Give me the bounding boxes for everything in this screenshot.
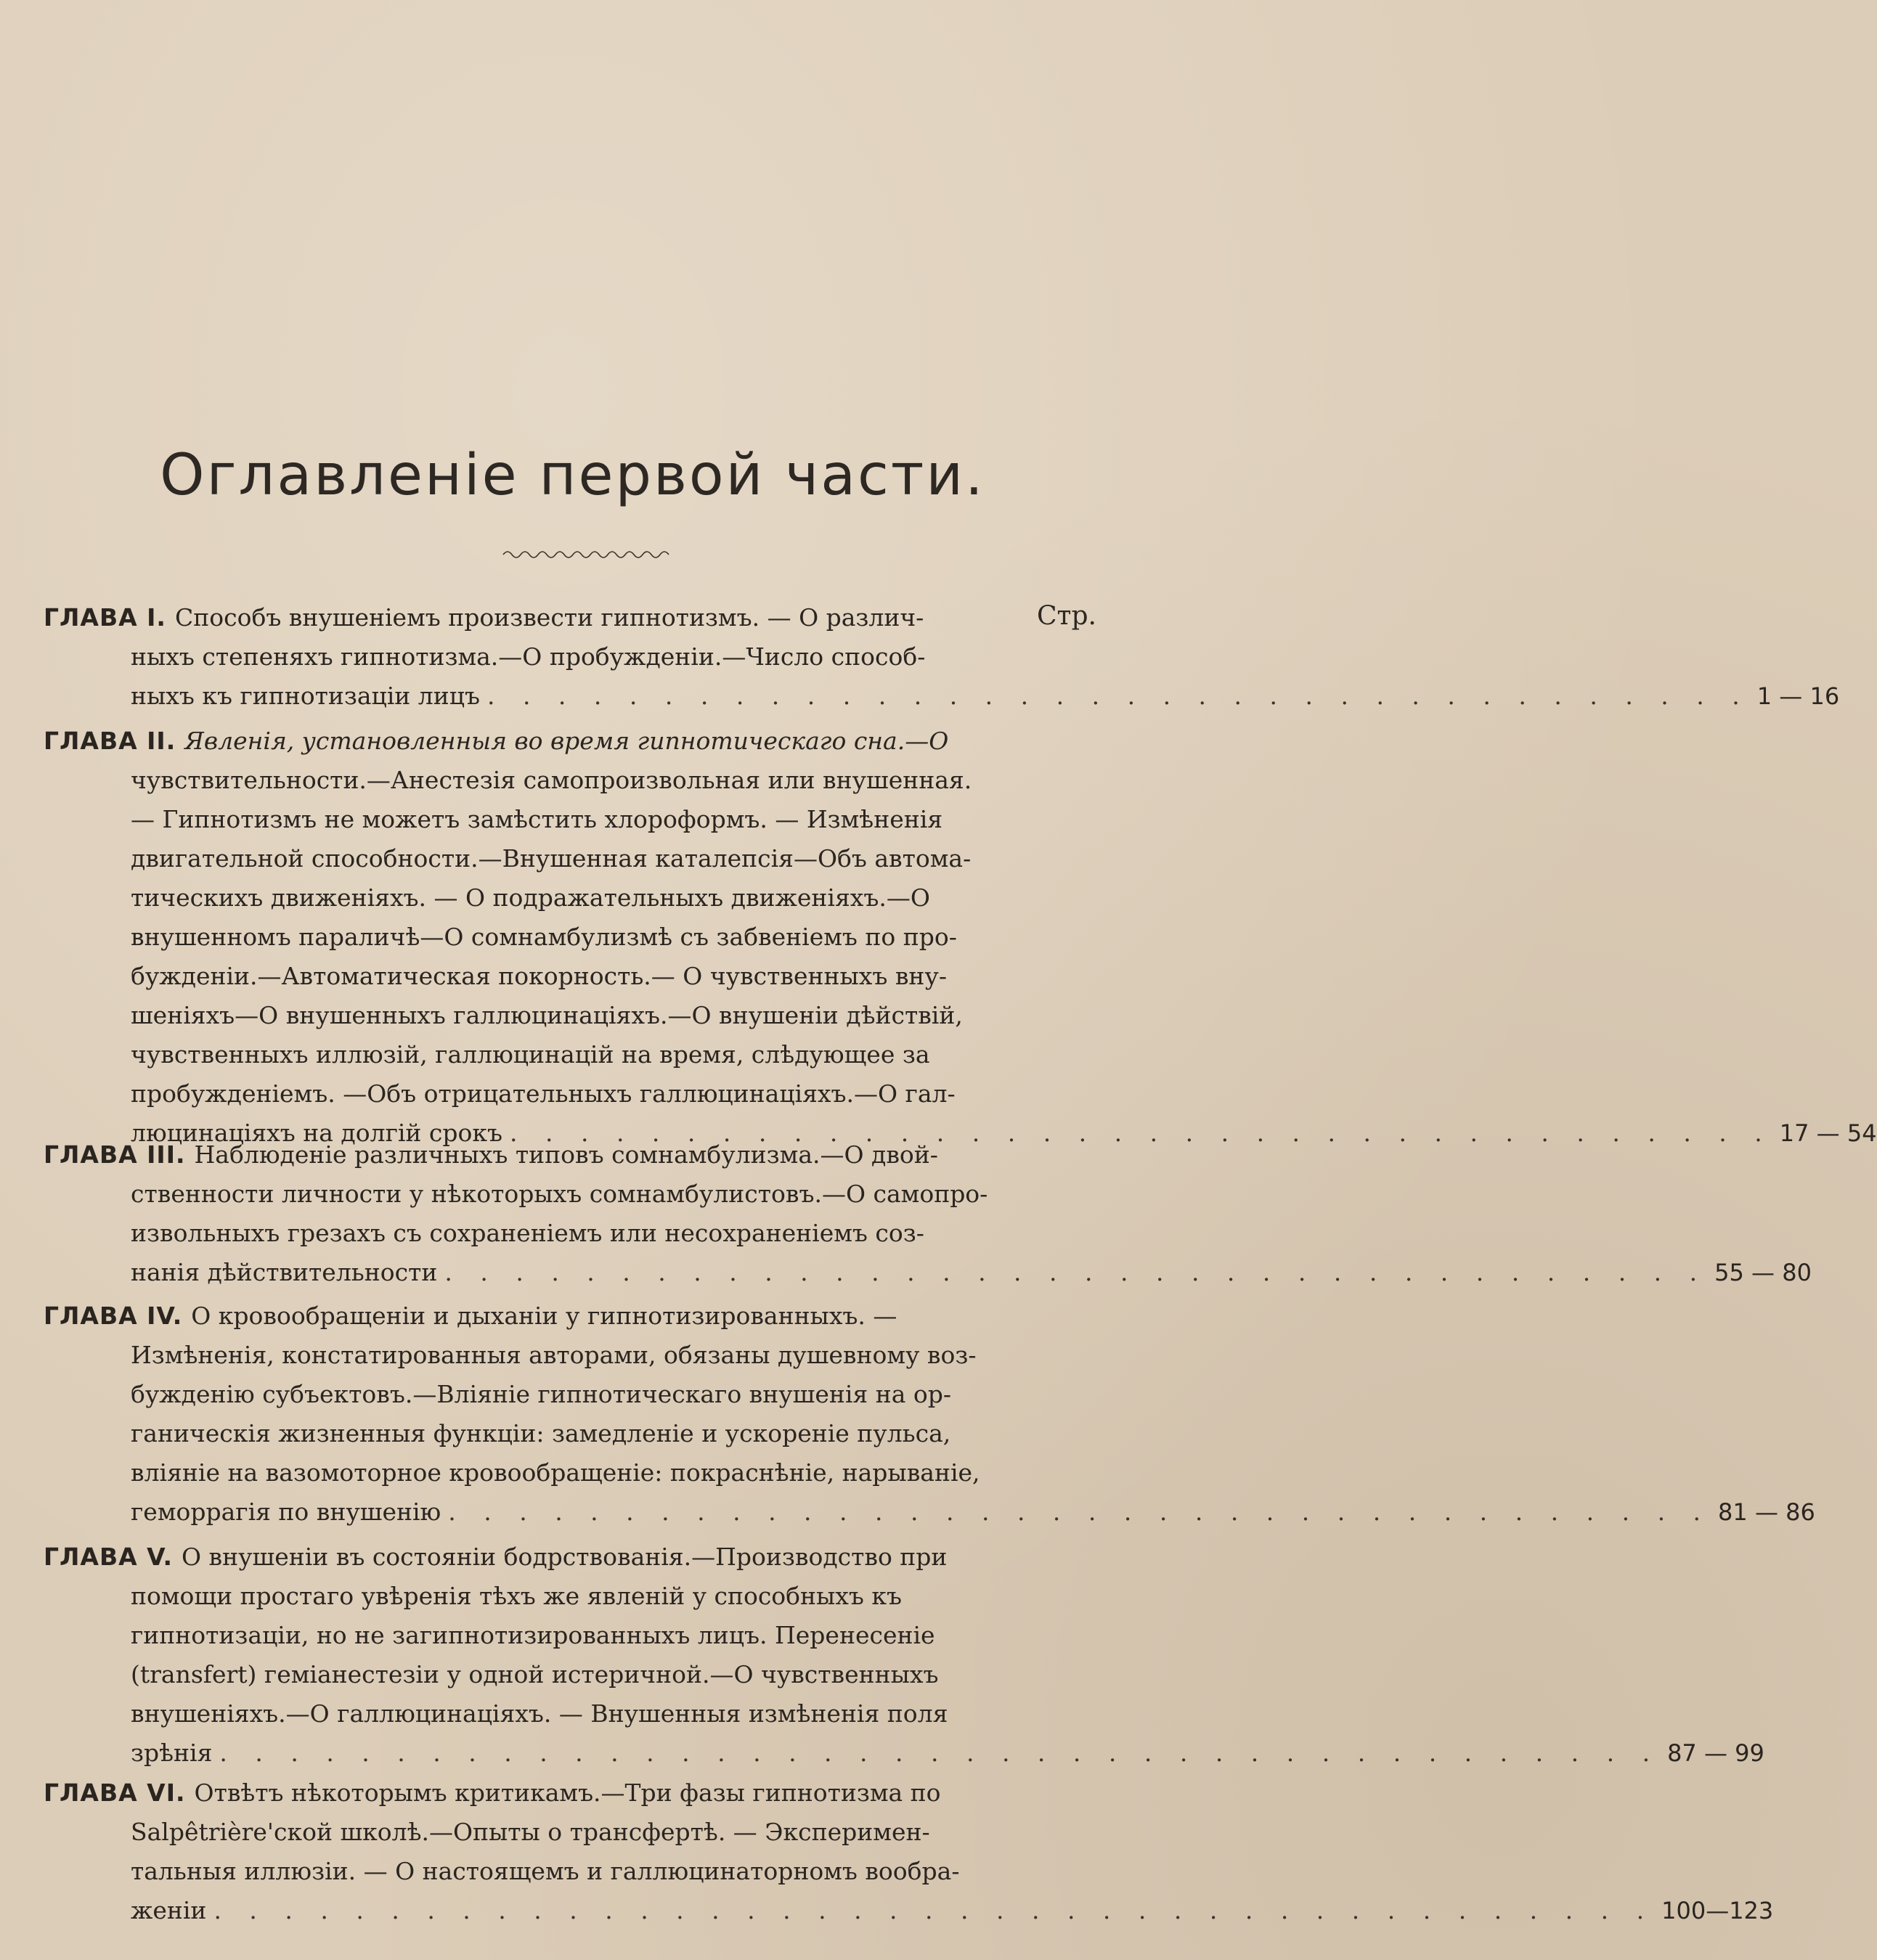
chapter-text: Salpêtrière'ской школѣ.—Опыты о трансфертѣ. — Эксперимен-: [131, 1818, 930, 1846]
chapter-text: гипнотизаціи, но не загипнотизированныхъ лицъ. Перенесеніе: [131, 1621, 935, 1649]
chapter-text: вліяніе на вазомоторное кровообращеніе: покраснѣніе, нарываніе,: [131, 1458, 980, 1487]
chapter-line: [44, 1414, 1104, 1453]
chapter-line: [44, 1214, 1104, 1253]
chapter-line: [44, 761, 1104, 800]
chapter-text: О внушеніи въ состояніи бодрствованія.—Производство при: [181, 1543, 948, 1571]
leader-dots: . . . . . . . . . . . . . . . . . . . . . . . . . . . . . . . . . . . .: [486, 682, 1750, 710]
chapter-text: тическихъ движеніяхъ. — О подражательныхъ движеніяхъ.—О: [131, 883, 930, 912]
chapter-last-line: [44, 1253, 1812, 1292]
chapter-text: нанія дѣйствительности: [131, 1258, 438, 1286]
chapter-line: [44, 1813, 1104, 1852]
page-range: 87 — 99: [1667, 1739, 1764, 1767]
chapter-line: [44, 1655, 1104, 1694]
chapter-text: О кровообращеніи и дыханіи у гипнотизированныхъ. —: [191, 1302, 897, 1330]
chapter-line: [44, 1035, 1104, 1074]
chapter-text: ганическія жизненныя функціи: замедленіе и ускореніе пульса,: [131, 1419, 951, 1447]
chapter-line: [44, 878, 1104, 918]
chapter-text: бужденіи.—Автоматическая покорность.— О чувственныхъ вну-: [131, 962, 947, 990]
page-range: 81 — 86: [1718, 1498, 1815, 1526]
chapter-line: [44, 598, 1104, 637]
chapter-last-line: [44, 677, 1840, 716]
chapter-text: Измѣненія, констатированныя авторами, обязаны душевному воз-: [131, 1341, 977, 1369]
chapter-text: Явленія, установленныя во время гипнотическаго сна.—О: [184, 727, 949, 755]
chapter-line: [44, 1074, 1104, 1114]
chapter-text: двигательной способности.—Внушенная каталепсія—Объ автома-: [131, 844, 972, 873]
chapter-last-line: [44, 1891, 1774, 1930]
chapter-entry-2: [44, 722, 1877, 1153]
chapter-line: [44, 1375, 1104, 1414]
leader-dots: . . . . . . . . . . . . . . . . . . . . . . . . . . . . . . . . . . . . . . . . .: [213, 1896, 1655, 1924]
chapter-heading: ГЛАВА I.: [44, 603, 166, 632]
chapter-line: [44, 722, 1104, 761]
chapter-line: [44, 957, 1104, 996]
chapter-text: внушенномъ параличѣ—О сомнамбулизмѣ съ забвеніемъ по про-: [131, 923, 957, 951]
chapter-last-line: [44, 1493, 1815, 1532]
chapter-entry-4: [44, 1297, 1815, 1532]
chapter-line: [44, 1336, 1104, 1375]
chapter-text: Наблюденіе различныхъ типовъ сомнамбулизма.—О двой-: [194, 1140, 938, 1169]
chapter-text: ственности личности у нѣкоторыхъ сомнамбулистовъ.—О самопро-: [131, 1180, 988, 1208]
leader-dots: . . . . . . . . . . . . . . . . . . . . . . . . . . . . . . . . . . . .: [448, 1498, 1711, 1526]
chapter-line: [44, 1538, 1104, 1577]
leader-dots: . . . . . . . . . . . . . . . . . . . . . . . . . . . . . . . . . . . .: [444, 1258, 1708, 1286]
chapter-line: [44, 1773, 1104, 1813]
chapter-heading: ГЛАВА V.: [44, 1543, 173, 1571]
chapter-line: [44, 1694, 1104, 1734]
chapter-line: [44, 1577, 1104, 1616]
chapter-line: [44, 1453, 1104, 1493]
chapter-text: шеніяхъ—О внушенныхъ галлюцинаціяхъ.—О внушеніи дѣйствій,: [131, 1001, 963, 1029]
chapter-text: женіи: [131, 1896, 207, 1924]
chapter-entry-3: [44, 1135, 1812, 1292]
chapter-line: [44, 1616, 1104, 1655]
chapter-text: чувствительности.—Анестезія самопроизвольная или внушенная.: [131, 766, 972, 794]
chapter-text: зрѣнія: [131, 1739, 213, 1767]
chapter-text: люцинаціяхъ на долгій срокъ: [131, 1119, 502, 1147]
chapter-heading: ГЛАВА IV.: [44, 1302, 183, 1330]
chapter-line: [44, 637, 1104, 677]
page-range: 55 — 80: [1714, 1259, 1812, 1286]
chapter-text: — Гипнотизмъ не можетъ замѣстить хлороформъ. — Измѣненія: [131, 805, 943, 833]
chapter-text: ныхъ къ гипнотизаціи лицъ: [131, 682, 480, 710]
page-range: 17 — 54: [1779, 1119, 1877, 1147]
chapter-text: Отвѣтъ нѣкоторымъ критикамъ.—Три фазы гипнотизма по: [194, 1779, 941, 1807]
chapter-entry-5: [44, 1538, 1764, 1773]
chapter-text: извольныхъ грезахъ съ сохраненіемъ или несохраненіемъ соз-: [131, 1219, 924, 1247]
chapter-line: [44, 1297, 1104, 1336]
chapter-line: [44, 996, 1104, 1035]
chapter-text: чувственныхъ иллюзій, галлюцинацій на время, слѣдующее за: [131, 1040, 930, 1069]
chapter-last-line: [44, 1734, 1764, 1773]
chapter-line: [44, 1852, 1104, 1891]
chapter-entry-6: [44, 1773, 1774, 1930]
chapter-entry-1: [44, 598, 1840, 716]
leader-dots: . . . . . . . . . . . . . . . . . . . . . . . . . . . . . . . . . . . . . . . . .: [219, 1739, 1661, 1767]
chapter-line: [44, 1175, 1104, 1214]
chapter-text: пробужденіемъ. —Объ отрицательныхъ галлюцинаціяхъ.—О гал-: [131, 1079, 956, 1108]
chapter-text: тальныя иллюзіи. — О настоящемъ и галлюцинаторномъ вообра-: [131, 1857, 960, 1885]
chapter-heading: ГЛАВА II.: [44, 727, 176, 755]
chapter-line: [44, 800, 1104, 839]
chapter-line: [44, 918, 1104, 957]
chapter-line: [44, 839, 1104, 878]
chapter-text: ныхъ степеняхъ гипнотизма.—О пробужденіи.—Число способ-: [131, 642, 926, 671]
chapter-text: бужденію субъектовъ.—Вліяніе гипнотическаго внушенія на ор-: [131, 1380, 952, 1408]
page-range: 1 — 16: [1756, 682, 1840, 710]
chapter-text: помощи простаго увѣренія тѣхъ же явленій у способныхъ къ: [131, 1582, 903, 1610]
chapter-text: внушеніяхъ.—О галлюцинаціяхъ. — Внушенныя измѣненія поля: [131, 1699, 948, 1728]
chapter-text: (transfert) геміанестезіи у одной истеричной.—О чувственныхъ: [131, 1660, 939, 1689]
page-title: Оглавленіе первой части.: [160, 443, 985, 508]
chapter-heading: ГЛАВА III.: [44, 1140, 186, 1169]
chapter-text: Способъ внушеніемъ произвести гипнотизмъ. — О различ-: [174, 603, 924, 632]
leader-dots: . . . . . . . . . . . . . . . . . . . . . . . . . . . . . . . . . . . .: [510, 1119, 1772, 1147]
chapter-text: геморрагія по внушенію: [131, 1498, 441, 1526]
ornament-divider: [500, 546, 674, 560]
chapter-line: [44, 1135, 1104, 1175]
chapter-heading: ГЛАВА VI.: [44, 1779, 186, 1807]
page-range: 100—123: [1661, 1897, 1774, 1924]
pages-column-label: Стр.: [1037, 601, 1096, 631]
